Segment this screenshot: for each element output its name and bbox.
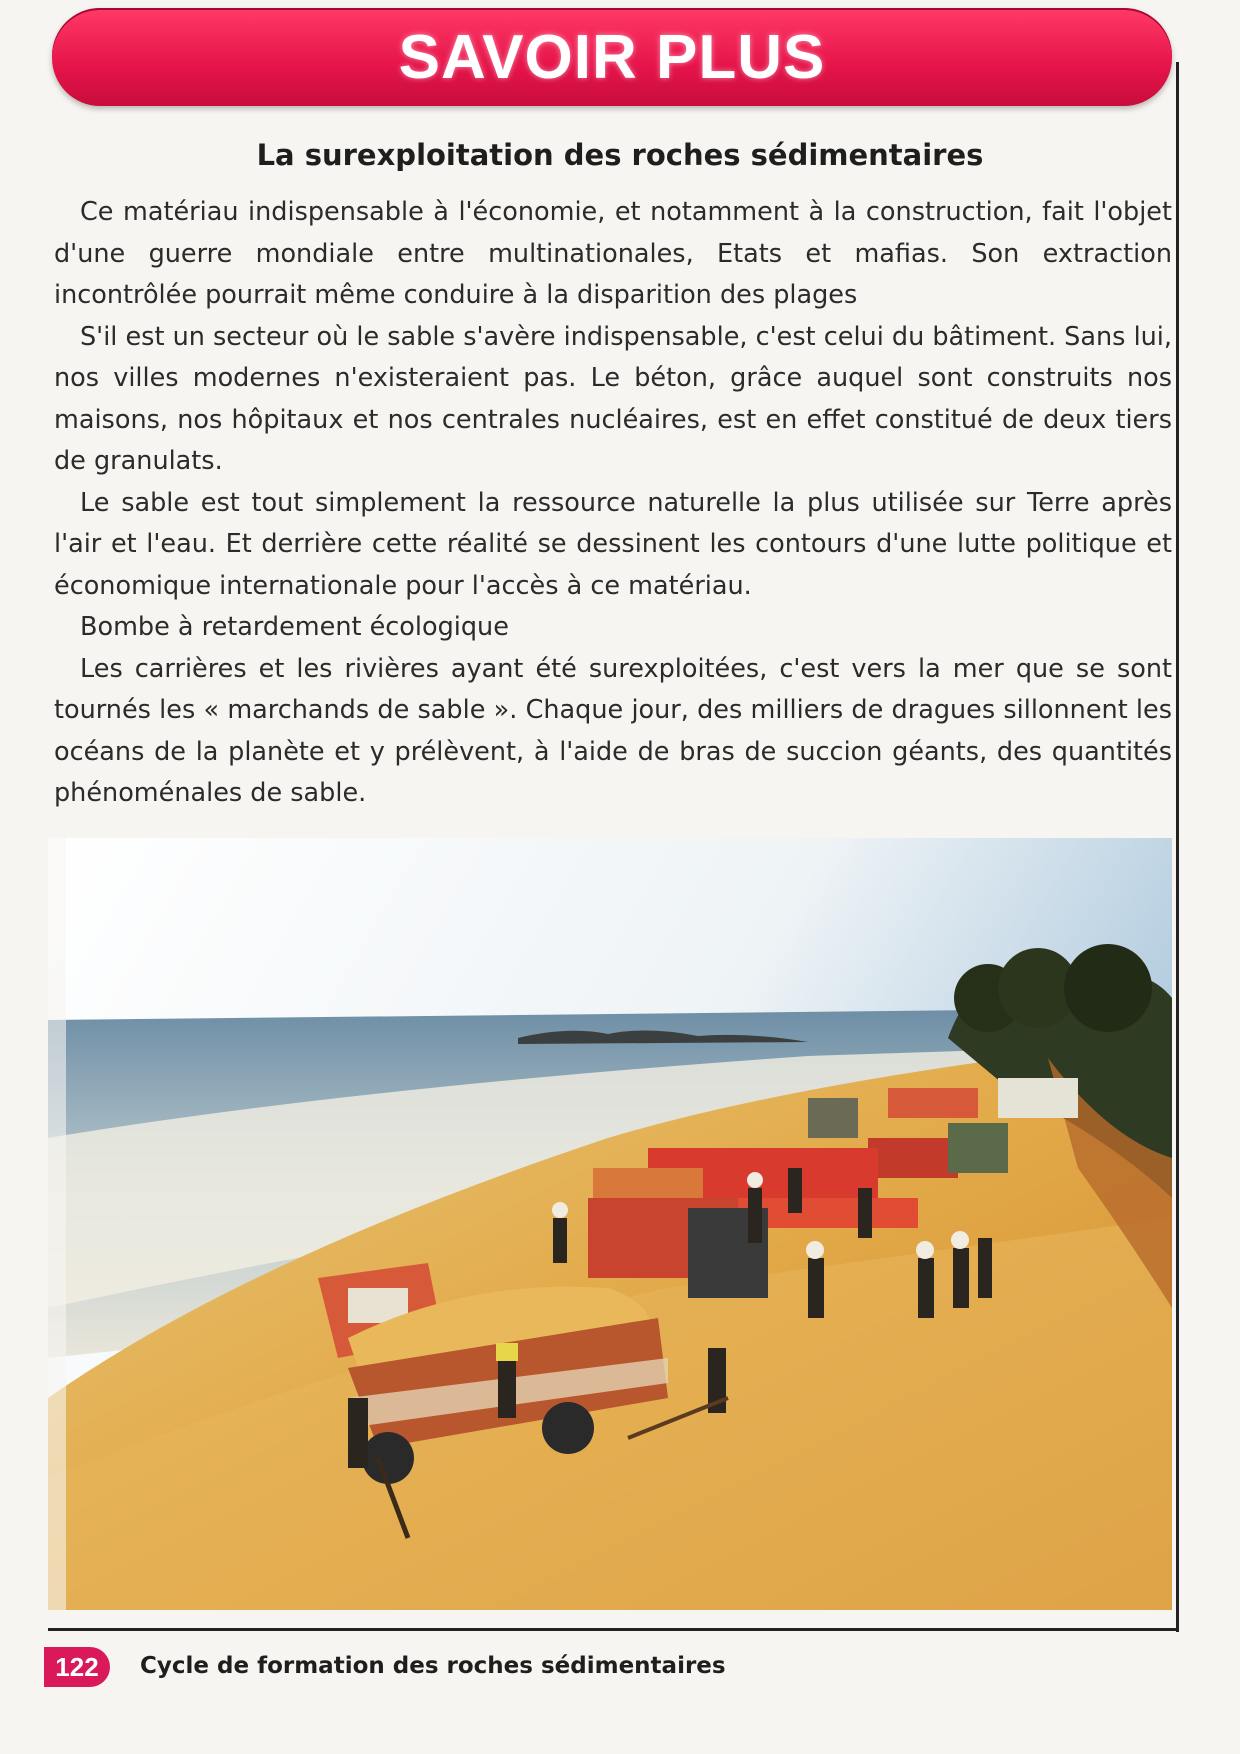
paragraph-3: Le sable est tout simplement la ressource naturelle la plus utilisée sur Terre après l'air et l'eau. Et derrière cette réalité se dessinent les contours d'une lutte politique et économique internationale pour l'accès à ce matériau. — [54, 487, 1172, 601]
banner-title: SAVOIR PLUS — [398, 22, 826, 92]
page-number-badge: 122 — [44, 1647, 110, 1687]
page-frame-right — [1176, 62, 1179, 1632]
beach-sand-mining-photo — [48, 838, 1172, 1610]
article-subtitle: La surexploitation des roches sédimentaires — [256, 138, 984, 172]
paragraph-4: Les carrières et les rivières ayant été surexploitées, c'est vers la mer que se sont tournés les « marchands de sable ». Chaque jour, des milliers de dragues sillonnent les océans de la planète et y prélèvent, à l'aide de bras de succion géants, des quantités phénoménales de sable. — [54, 653, 1172, 808]
section-heading: Bombe à retardement écologique — [80, 612, 509, 642]
page-frame-bottom — [48, 1628, 1179, 1631]
article-body — [54, 192, 1172, 815]
chapter-title: Cycle de formation des roches sédimentaires — [140, 1653, 726, 1679]
paragraph-2: S'il est un secteur où le sable s'avère indispensable, c'est celui du bâtiment. Sans lui, nos villes modernes n'existeraient pas. Le béton, grâce auquel sont construits nos maisons, nos hôpitaux et nos centrales nucléaires, est en effet constitué de deux tiers de granulats. — [54, 321, 1172, 476]
header-banner — [52, 8, 1172, 106]
photo-illustration — [48, 838, 1172, 1610]
paragraph-1: Ce matériau indispensable à l'économie, et notamment à la construction, fait l'objet d'une guerre mondiale entre multinationales, Etats et mafias. Son extraction incontrôlée pourrait même conduire à la disparition des plages — [54, 197, 1172, 310]
